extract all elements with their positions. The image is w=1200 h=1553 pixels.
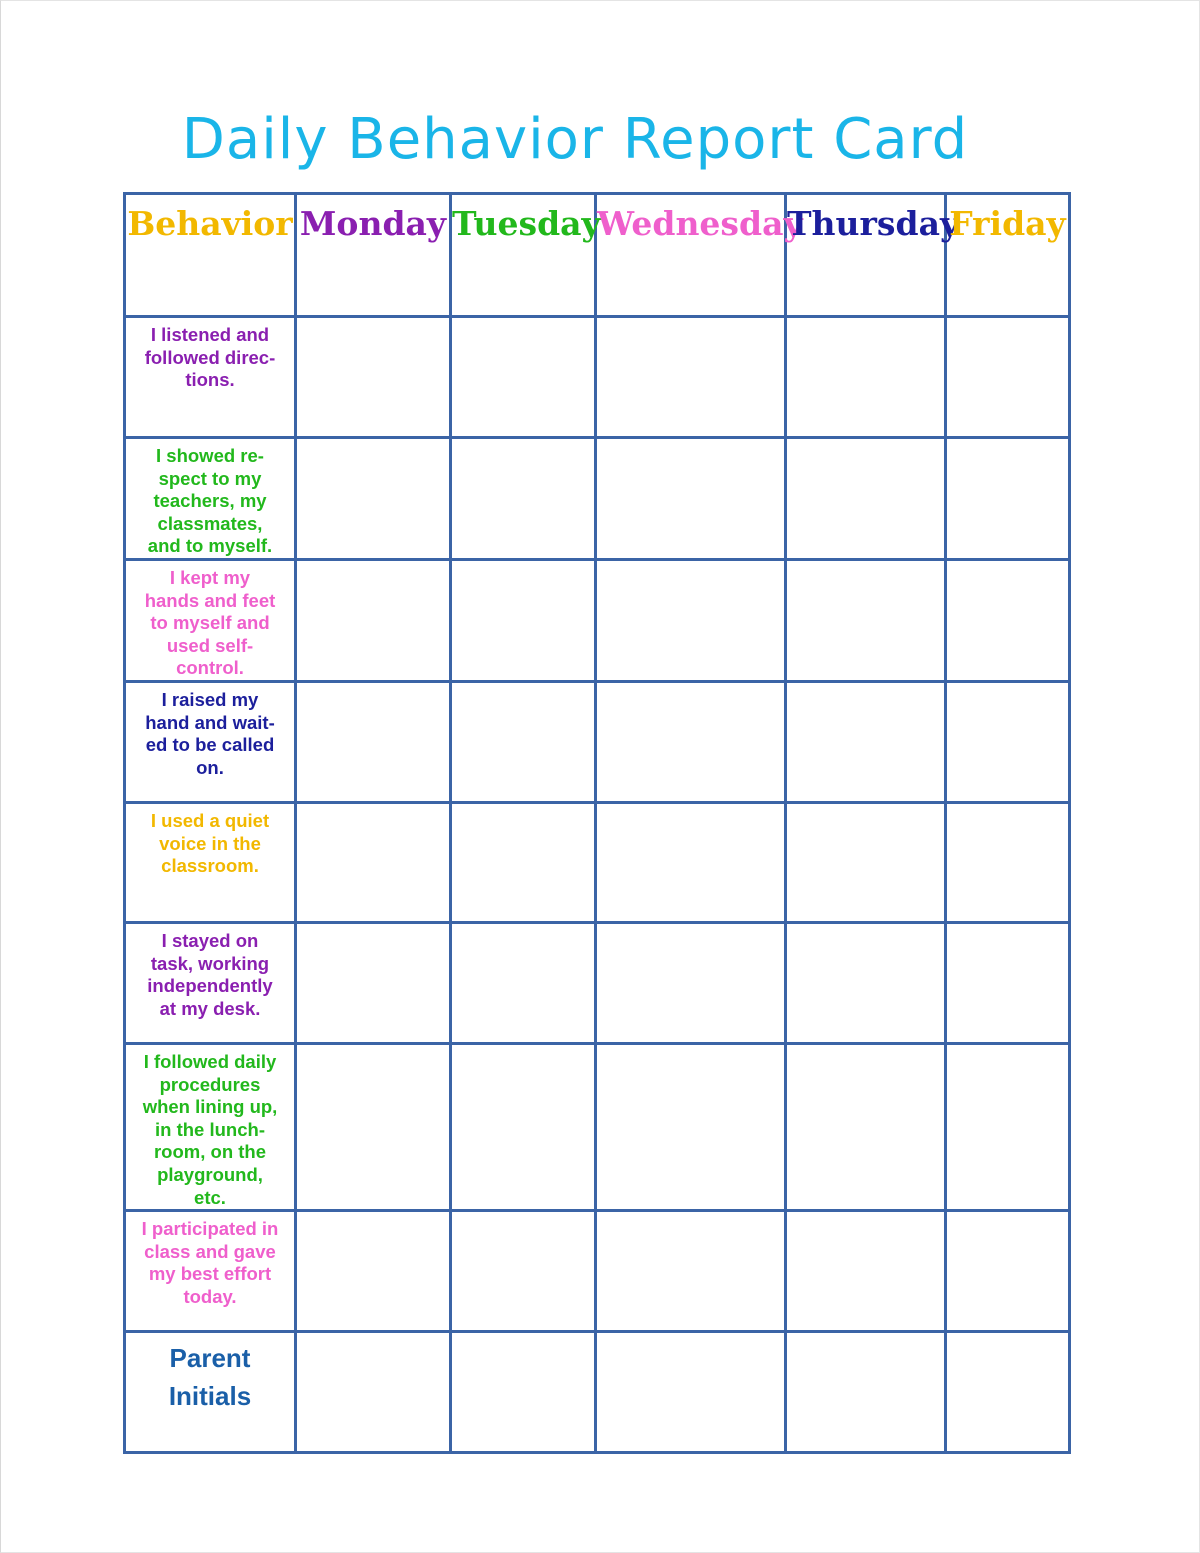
behavior-3-monday-cell[interactable] <box>296 559 451 681</box>
behavior-5-tuesday-cell[interactable] <box>451 802 596 922</box>
parent-initials-monday-cell[interactable] <box>296 1332 451 1453</box>
behavior-row <box>125 1211 1070 1332</box>
page-title: Daily Behavior Report Card <box>181 107 969 172</box>
behavior-label-line: I kept my <box>169 566 251 588</box>
behavior-label-line: followed direc- <box>144 346 276 368</box>
behavior-label <box>125 1211 296 1332</box>
behavior-4-monday-cell[interactable] <box>296 681 451 802</box>
behavior-8-monday-cell[interactable] <box>296 1211 451 1332</box>
behavior-row <box>125 559 1070 681</box>
behavior-7-tuesday-cell[interactable] <box>451 1043 596 1210</box>
behavior-label-line: I used a quiet <box>150 809 270 831</box>
behavior-5-wednesday-cell[interactable] <box>596 802 786 922</box>
behavior-2-thursday-cell[interactable] <box>786 438 946 560</box>
behavior-label-line: I participated in <box>141 1218 279 1240</box>
behavior-label-line: and to myself. <box>147 535 273 557</box>
behavior-1-friday-cell[interactable] <box>946 317 1070 438</box>
behavior-8-friday-cell[interactable] <box>946 1211 1070 1332</box>
behavior-label-line: classroom. <box>161 855 259 877</box>
behavior-2-monday-cell[interactable] <box>296 438 451 560</box>
behavior-label <box>125 681 296 802</box>
behavior-1-tuesday-cell[interactable] <box>451 317 596 438</box>
behavior-5-thursday-cell[interactable] <box>786 802 946 922</box>
behavior-label-line: spect to my <box>158 467 262 489</box>
behavior-label-line: on. <box>196 756 224 778</box>
behavior-label-line: in the lunch- <box>155 1118 265 1140</box>
behavior-row <box>125 802 1070 922</box>
header-row <box>125 194 1070 317</box>
behavior-row <box>125 1043 1070 1210</box>
behavior-5-friday-cell[interactable] <box>946 802 1070 922</box>
behavior-7-friday-cell[interactable] <box>946 1043 1070 1210</box>
behavior-label <box>125 802 296 922</box>
behavior-label-line: teachers, my <box>153 490 267 512</box>
behavior-label-line: independently <box>147 975 273 997</box>
parent-initials-label <box>125 1332 296 1453</box>
behavior-label <box>125 1043 296 1210</box>
behavior-3-friday-cell[interactable] <box>946 559 1070 681</box>
behavior-label-line: tions. <box>185 369 235 391</box>
behavior-6-tuesday-cell[interactable] <box>451 922 596 1043</box>
behavior-label-line: today. <box>183 1285 237 1307</box>
behavior-label-line: etc. <box>194 1186 226 1208</box>
behavior-label-line: control. <box>176 657 244 679</box>
behavior-label-line: at my desk. <box>159 997 261 1019</box>
parent-initials-thursday-cell[interactable] <box>786 1332 946 1453</box>
behavior-2-tuesday-cell[interactable] <box>451 438 596 560</box>
behavior-label-line: classmates, <box>157 512 263 534</box>
behavior-6-thursday-cell[interactable] <box>786 922 946 1043</box>
behavior-4-tuesday-cell[interactable] <box>451 681 596 802</box>
behavior-3-wednesday-cell[interactable] <box>596 559 786 681</box>
behavior-1-thursday-cell[interactable] <box>786 317 946 438</box>
parent-initials-label-line: Initials <box>168 1381 252 1412</box>
header-behavior: Behavior <box>125 194 296 317</box>
behavior-label-line: I showed re- <box>156 445 264 466</box>
behavior-label-line: room, on the <box>153 1141 267 1163</box>
behavior-label-line: I stayed on <box>161 929 259 951</box>
behavior-label <box>125 438 296 560</box>
behavior-2-friday-cell[interactable] <box>946 438 1070 560</box>
behavior-3-tuesday-cell[interactable] <box>451 559 596 681</box>
behavior-rows <box>125 317 1070 1453</box>
behavior-7-monday-cell[interactable] <box>296 1043 451 1210</box>
behavior-8-tuesday-cell[interactable] <box>451 1211 596 1332</box>
behavior-label-line: I raised my <box>161 688 259 710</box>
header-tuesday: Tuesday <box>451 194 596 317</box>
behavior-1-wednesday-cell[interactable] <box>596 317 786 438</box>
behavior-1-monday-cell[interactable] <box>296 317 451 438</box>
behavior-5-monday-cell[interactable] <box>296 802 451 922</box>
header-wednesday: Wednesday <box>596 194 786 317</box>
header-monday: Monday <box>296 194 451 317</box>
behavior-4-thursday-cell[interactable] <box>786 681 946 802</box>
report-card-table <box>123 192 1071 1454</box>
behavior-label-line: procedures <box>159 1073 261 1095</box>
header-thursday: Thursday <box>786 194 946 317</box>
behavior-4-wednesday-cell[interactable] <box>596 681 786 802</box>
behavior-6-friday-cell[interactable] <box>946 922 1070 1043</box>
behavior-8-thursday-cell[interactable] <box>786 1211 946 1332</box>
behavior-label-line: to myself and <box>150 612 270 634</box>
behavior-label-line: my best effort <box>148 1263 272 1285</box>
behavior-label-line: hands and feet <box>144 589 276 611</box>
behavior-label <box>125 559 296 681</box>
parent-initials-row <box>125 1332 1070 1453</box>
behavior-6-wednesday-cell[interactable] <box>596 922 786 1043</box>
behavior-row <box>125 317 1070 438</box>
behavior-row <box>125 438 1070 560</box>
behavior-3-thursday-cell[interactable] <box>786 559 946 681</box>
behavior-7-thursday-cell[interactable] <box>786 1043 946 1210</box>
behavior-8-wednesday-cell[interactable] <box>596 1211 786 1332</box>
header-friday: Friday <box>946 194 1070 317</box>
parent-initials-wednesday-cell[interactable] <box>596 1332 786 1453</box>
behavior-label-line: used self- <box>166 634 254 656</box>
behavior-label <box>125 317 296 438</box>
behavior-6-monday-cell[interactable] <box>296 922 451 1043</box>
behavior-label-line: task, working <box>150 952 270 974</box>
behavior-row <box>125 922 1070 1043</box>
behavior-row <box>125 681 1070 802</box>
behavior-label-line: class and gave <box>144 1240 276 1262</box>
behavior-7-wednesday-cell[interactable] <box>596 1043 786 1210</box>
behavior-label <box>125 922 296 1043</box>
behavior-2-wednesday-cell[interactable] <box>596 438 786 560</box>
behavior-4-friday-cell[interactable] <box>946 681 1070 802</box>
behavior-label-line: I followed daily <box>143 1050 277 1072</box>
behavior-label-line: when lining up, <box>142 1096 278 1118</box>
parent-initials-friday-cell[interactable] <box>946 1332 1070 1453</box>
behavior-label-line: voice in the <box>159 832 261 854</box>
behavior-label-line: playground, <box>157 1163 263 1185</box>
behavior-label-line: hand and wait- <box>145 711 275 733</box>
behavior-label-line: I listened and <box>150 324 270 345</box>
behavior-label-line: ed to be called <box>145 734 275 756</box>
parent-initials-label-line: Parent <box>169 1343 251 1374</box>
parent-initials-tuesday-cell[interactable] <box>451 1332 596 1453</box>
